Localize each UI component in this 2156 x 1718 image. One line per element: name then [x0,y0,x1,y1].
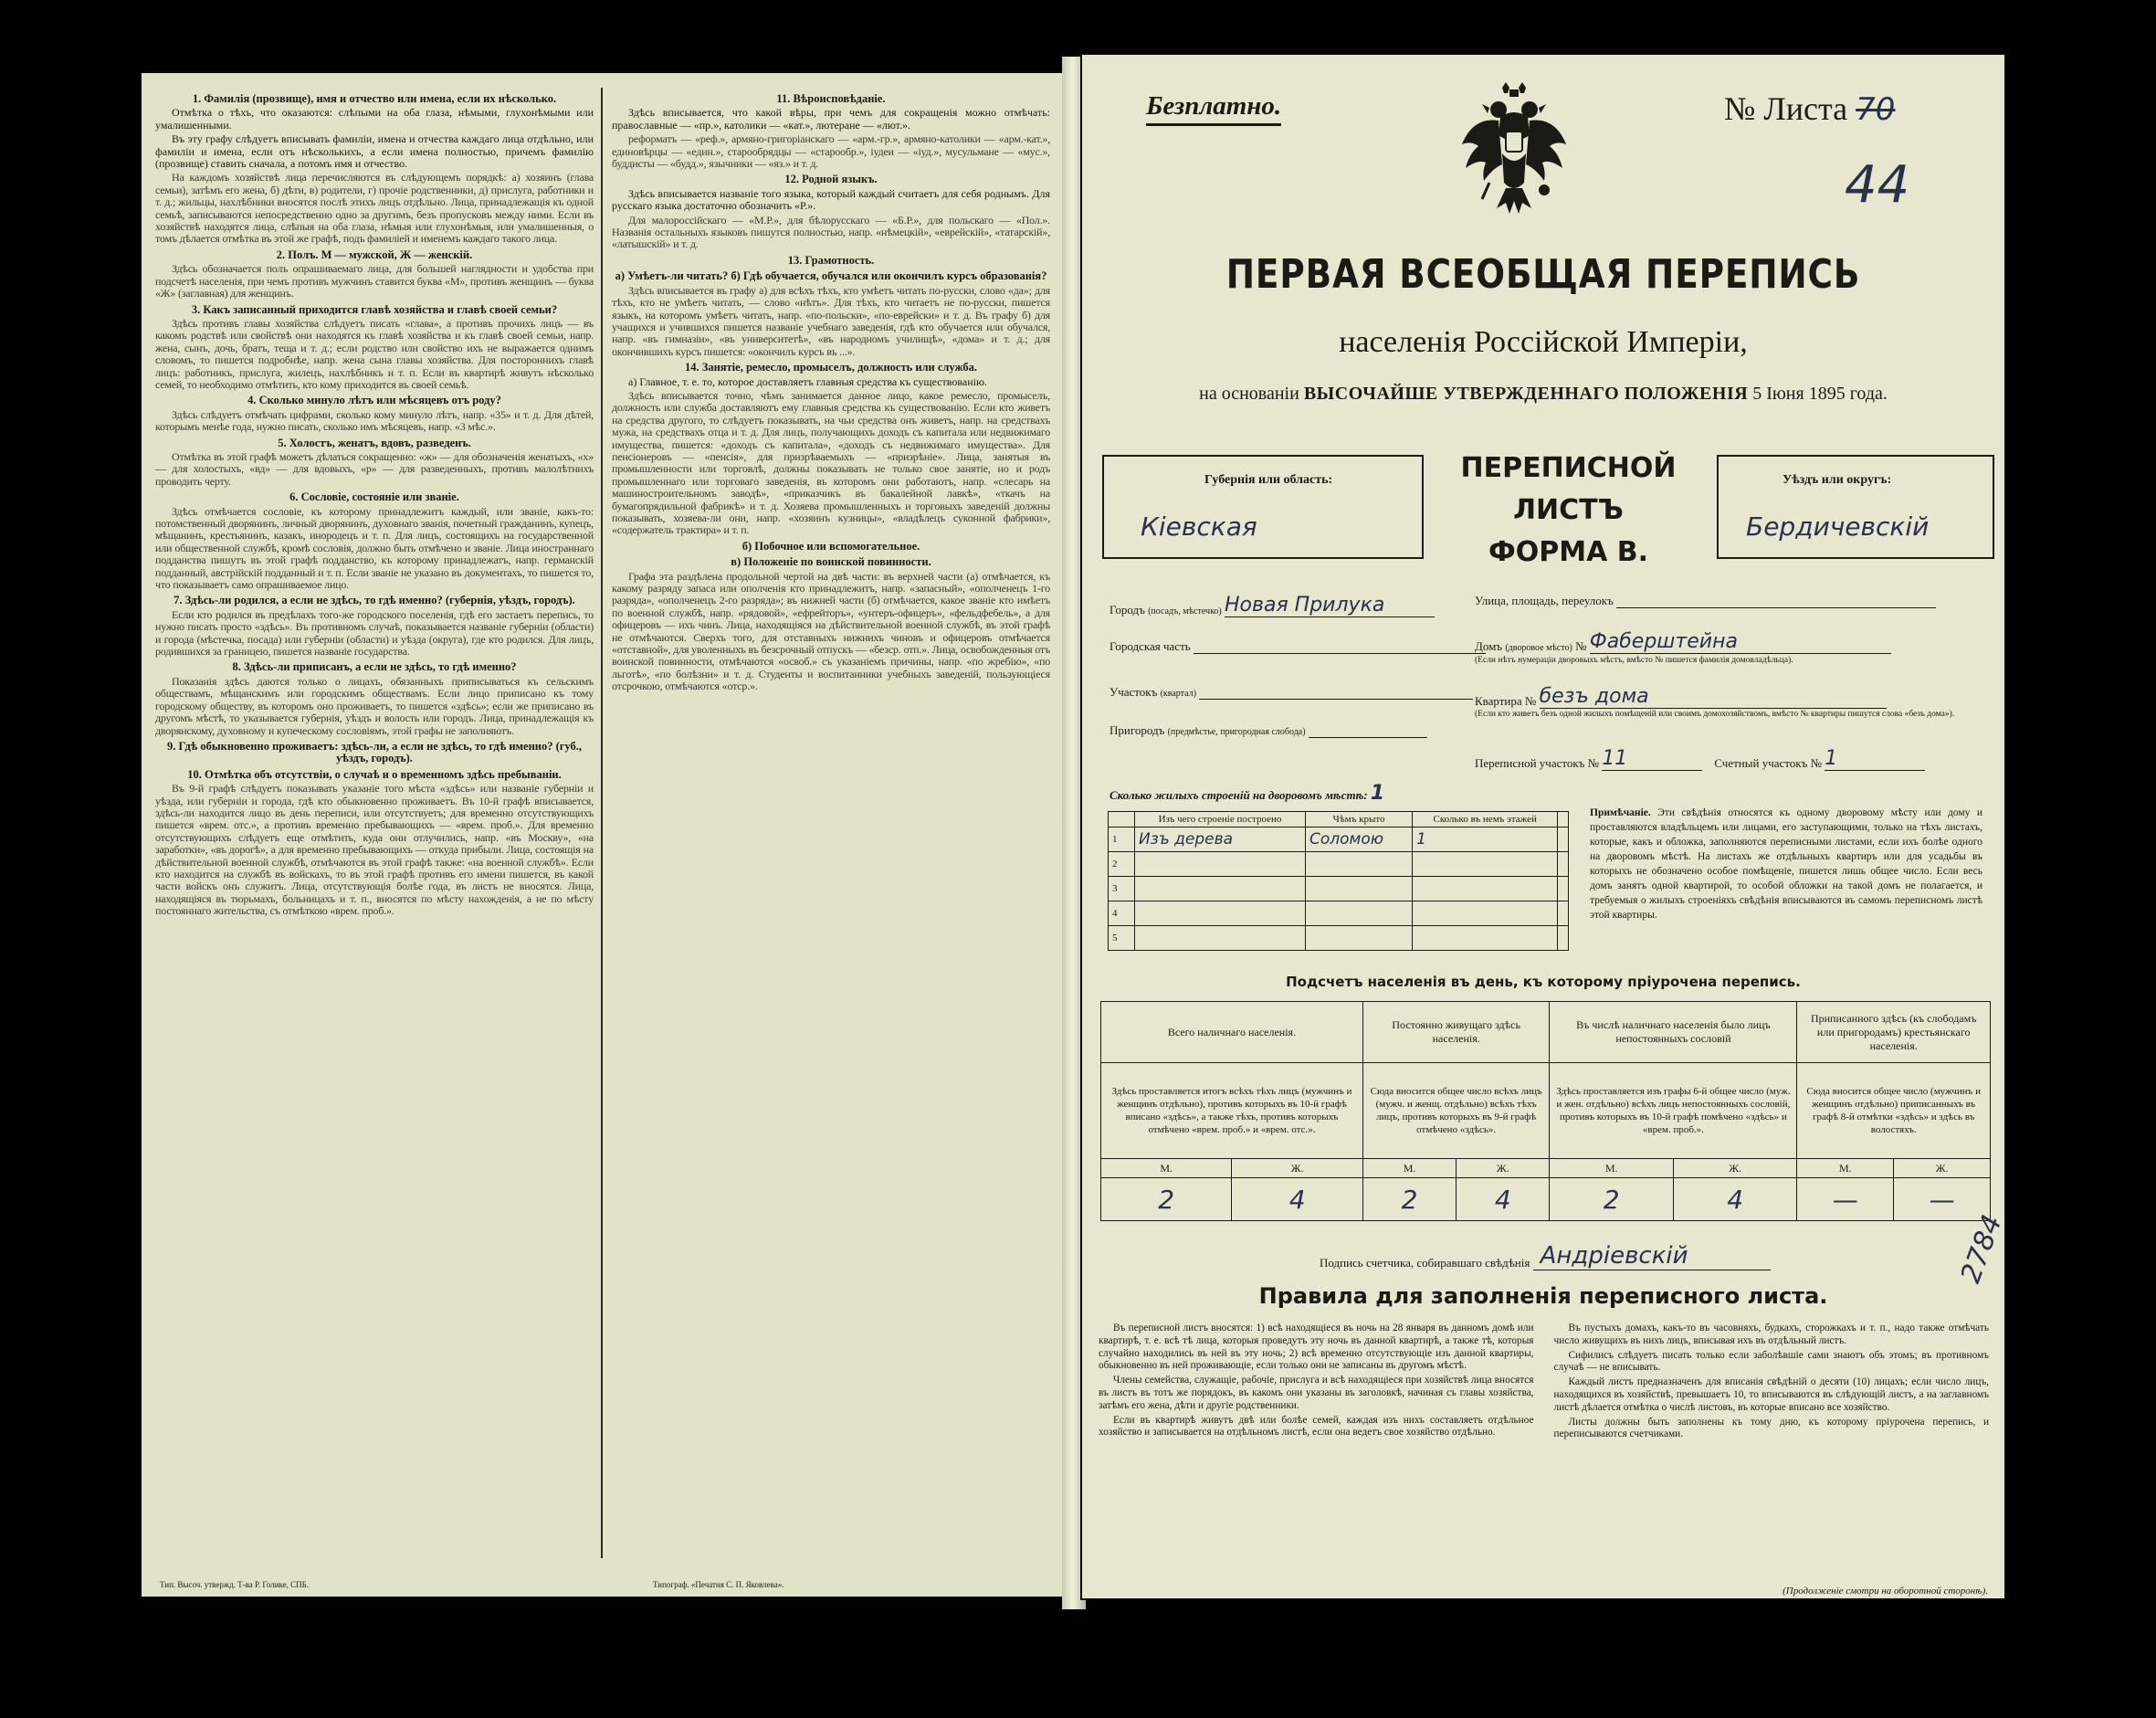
female-header: Ж. [1673,1159,1796,1178]
section-text: а) Главное, т. е. то, которое доставляетъ главныя средства къ существованію. [628,374,987,388]
rule-paragraph: Въ переписной листъ вносятся: 1) всѣ находящіеся въ ночь на 28 января въ данномъ домѣ или квартирѣ, т. е. всѣ тѣ лица, которыя проведутъ эту ночь въ данной квартирѣ, а также тѣ, которыя случайно находились въ ней въ эту ночь; 2) всѣ временно отсутствующіе изъ данной квартиры, обыкновенно въ ней проживающіе, если только они не записаны въ другомъ мѣстѣ. [1099,1323,1534,1372]
main-title: ПЕРВАЯ ВСЕОБЩАЯ ПЕРЕПИСЬ [1225,251,1861,298]
signature-label: Подпись счетчика, собиравшаго свѣдѣнія [1320,1256,1530,1270]
section-heading: в) Положеніе по воинской повинности. [731,555,931,569]
rule-paragraph: Члены семейства, служащіе, рабочіе, прислуга и всѣ находящіеся при хозяйствѣ лица вносятся въ листъ въ тотъ же порядокъ, въ какомъ они указаны въ заголовкѣ, начиная съ главы хозяйства, затѣмъ его жена, дѣти и другіе родственники. [1099,1375,1534,1411]
dom-row: Домъ (дворовое мѣсто) № Фаберштейна [1475,630,1891,654]
section-heading: 9. Гдѣ обыкновенно проживаетъ: здѣсь-ли, а если не здѣсь, то гдѣ именно? (губ., уѣздъ, городъ). [166,739,583,765]
count-value: 2 [1101,1178,1232,1221]
male-header: М. [1550,1159,1673,1178]
left-column-2 [612,90,1050,1551]
count-col-desc: Здѣсь проставляется изъ графы 6-й общее число (муж. и жен. отдѣльно) всѣхъ лицъ непостоянныхъ сословій, противъ которыхъ въ 10-й графѣ помѣчено «здѣсь» и «врем. проб.». [1550,1063,1797,1159]
row-number: 2 [1109,852,1135,877]
dom-value: Фаберштейна [1589,630,1738,653]
gorod-chast-row [1110,639,1486,654]
female-header: Ж. [1457,1159,1550,1178]
schet-uchastok-label: Счетный участокъ № [1714,756,1822,770]
kvartira-value: безъ дома [1539,685,1649,708]
male-header: М. [1362,1159,1456,1178]
section-heading: 6. Сословіе, состояніе или званіе. [289,490,459,504]
filler-text: реформатъ — «реф.», армяно-григоріанскаго — «арм.-гр.», армяно-католики — «арм.-кат.», единовѣрцы — «един.», старообрядцы — «старообр.», іудеи — «іуд.», мусульмане — «мус.», буддисты — «будд.», язычники — «яз.» и т. д. [612,132,1050,171]
section-heading: 11. Вѣроисповѣданіе. [776,92,886,105]
right-page [1082,55,2009,1598]
uezd-box [1717,455,1994,559]
filler-text: На каждомъ хозяйствѣ лица перечисляются въ слѣдующемъ порядкѣ: а) хозяинъ (глава семьи), затѣмъ его жена, б) дѣти, в) родители, г) прочіе родственники, д) прислуга, работники и т. д.; жильцы, нахлѣбники вносятся послѣ этихъ лицъ отдѣльно. Лица, принадлежащія къ одной семьѣ, записываются непосредственно одно за другимъ, безъ пропусковъ между ними. Если въ хозяйствѣ находятся лица, слѣпыя на оба глаза, нѣмыя или глухонѣмыя, или умалишенныя, о томъ дѣлается отмѣтка въ этой же графѣ, подъ фамиліей и именемъ каждаго такого лица. [155,171,594,246]
uchastki-row [1475,747,1925,771]
prigorod-label: Пригородъ [1110,723,1165,737]
rule-paragraph: Въ пустыхъ домахъ, какъ-то въ часовняхъ, будкахъ, сторожкахъ и т. п., надо также отмѣчать число живущихъ въ нихъ лицъ, вписывая ихъ въ отдѣльный листъ. [1553,1323,1989,1346]
section-heading: 10. Отмѣтка объ отсутствіи, о случаѣ и о временномъ здѣсь пребываніи. [187,767,562,781]
roof-cell: Соломою [1305,827,1412,852]
buildings-label: Сколько жилыхъ строеній на дворовомъ мѣстѣ: [1110,788,1368,802]
section-heading: 8. Здѣсь-ли приписанъ, а если не здѣсь, то гдѣ именно? [232,660,517,674]
section-text: Отмѣтка о тѣхъ, что оказаются: слѣпыми на оба глаза, нѣмыми, глухонѣмыми или умалишенными. [155,106,594,132]
table-row [1109,926,1569,951]
ulitsa-label: Улица, площадь, переулокъ [1475,594,1614,607]
buildings-header: Изъ чего строеніе построено [1135,812,1306,827]
basis-bold: ВЫСОЧАЙШЕ УТВЕРЖДЕННАГО ПОЛОЖЕНІЯ [1303,384,1749,404]
section-heading: 14. Занятіе, ремесло, промыселъ, должность или служба. [684,361,978,374]
note-title: Примѣчаніе. [1590,807,1651,818]
male-header: М. [1101,1159,1232,1178]
basis-prefix: на основаніи [1199,384,1299,404]
schet-uchastok-value: 1 [1825,747,1838,770]
count-value: 4 [1232,1178,1362,1221]
handwritten-sheet-number: 44 [1845,155,1910,215]
table-row [1109,827,1569,852]
rule-paragraph: Каждый листъ предназначенъ для вписанія свѣдѣній о десяти (10) лицахъ; если число лицъ, находящихся въ хозяйствѣ, превышаетъ 10, то вписываются въ слѣдующій листъ, а на заглавномъ листѣ дѣлается отмѣтка о числѣ листовъ, въ которые вписано все хозяйство. [1553,1376,1989,1413]
row-number: 5 [1109,926,1135,951]
count-value: 2 [1550,1178,1673,1221]
female-header: Ж. [1232,1159,1362,1178]
buildings-table [1108,811,1569,951]
section-heading: 13. Грамотность. [787,253,875,267]
perepis-uchastok-value: 11 [1602,747,1628,770]
note-text: Эти свѣдѣнія относятся къ одному дворовому мѣсту или дому и проставляются владѣльцемъ или лицами, его заступающими, только на тѣхъ листахъ, которые, какъ и обложка, заполняются переписными листами, если ихъ болѣе одного на дворовомъ мѣстѣ. На листахъ же отдѣльныхъ квартиръ или для усадьбы въ которыхъ не обозначено особое помѣщеніе, пишется лишь общее число. Если весь домъ занятъ одной квартирой, то особой обложки на такой домъ не полагается, и требуемыя о жилыхъ строеніяхъ свѣдѣнія вписываются въ самомъ переписномъ листѣ этой квартиры. [1590,807,1983,921]
buildings-header: Чѣмъ крыто [1305,812,1412,827]
section-heading: 3. Какъ записанный приходится главѣ хозяйства и главѣ своей семьи? [191,302,558,316]
rules-footer: (Продолженіе смотри на оборотной сторонѣ). [1783,1586,1988,1597]
margin-number: 2784 [1954,1210,2009,1288]
filler-text: Отмѣтка въ этой графѣ можетъ дѣлаться сокращенно: «ж» — для обозначенія женатыхъ, «х» — для холостыхъ, «вд» — для вдовыхъ, «р» — для разведенныхъ, противъ малолѣтнихъ проводить черту. [155,449,594,488]
kvartira-label: Квартира № [1475,694,1537,708]
dom-note: (Если нѣтъ нумераціи дворовыхъ мѣстъ, вмѣсто № пишется фамилія домовладѣльца). [1475,656,1793,665]
female-header: Ж. [1894,1159,1991,1178]
form-title-line-1: ПЕРЕПИСНОЙ ЛИСТЪ [1460,452,1677,526]
filler-text: Здѣсь вписывается точно, чѣмъ занимается данное лицо, какое ремесло, промыселъ, должность или служба доставляютъ ему главныя средства къ существованію. Если кто живетъ на средства другого, то слѣдуетъ показывать, на чьи средства онъ живетъ, напр. на средствахъ мужа, на средствахъ отца и т. д. Для лицъ, получающихъ доходъ съ капитала или недвижимаго имущества, пишется: «доходъ съ капитала», «доходъ съ недвижимаго имущества». Для пенсіонеровъ — «пенсія», для призрѣваемыхъ — «призрѣніе». Лица, занятыя въ промышленности или торговлѣ, должны показывать не только свое занятіе, но и родъ промышленнаго или торговаго заведенія, въ которомъ они работаютъ, напр. «слесарь на машиностроительномъ заводѣ», «приказчикъ въ бакалейной лавкѣ», «ткачъ на бумагопрядильной фабрикѣ» и т. д. Хозяева промышленныхъ и торговыхъ заведеній должны показывать, хозяева-ли они, напр. «хозяинъ кузницы», «владѣлецъ суконной фабрики», «содержатель трактира» и т. п. [612,388,1050,537]
section-heading: 4. Сколько минуло лѣтъ или мѣсяцевъ отъ роду? [247,394,501,407]
rule-paragraph: Если въ квартирѣ живутъ двѣ или болѣе семей, каждая изъ нихъ составляетъ отдѣльное хозяйство и записывается на отдѣльномъ листѣ, если она ведетъ свое хозяйство отдѣльно. [1099,1414,1534,1439]
rules-text [1099,1323,1989,1587]
section-heading: 5. Холостъ, женатъ, вдовъ, разведенъ. [278,436,471,449]
count-col-desc: Сюда вносится общее число всѣхъ лицъ (мужч. и женщ. отдѣльно) всѣхъ тѣхъ лицъ, противъ которыхъ въ 9-й графѣ отмѣчено «здѣсь». [1362,1063,1550,1159]
row-number: 1 [1109,827,1135,852]
count-value: — [1894,1178,1991,1221]
basis-suffix: 5 Іюня 1895 года. [1752,384,1888,404]
dom-small: (дворовое мѣсто) [1505,643,1572,653]
legal-basis [1082,384,2004,405]
filler-text: Здѣсь отмѣчается сословіе, къ которому принадлежитъ каждый, или званіе, какъ-то: потомственный дворянинъ, личный дворянинъ, духовнаго званія, почетный гражданинъ, купецъ, мѣщанинъ, крестьянинъ, казакъ, инородецъ и т. п. Для лицъ, состоящихъ на государственной или общественной службѣ, кромѣ сословія, должно быть отмѣчено и званіе. Лица иностраннаго подданства пишутъ въ этой графѣ подданство, къ которому принадлежатъ, напр. германскій подданный, австрійскій подданный и т. п. Если званіе не указано въ документахъ, то пишется то, что показываетъ само опрашиваемое лицо. [155,504,594,592]
perepis-uchastok-label: Переписной участокъ № [1475,756,1600,770]
kvartira-note: (Если кто живетъ безъ одной жилыхъ помѣщеній или своимъ домохозяйствомъ, вмѣсто № квартиры пишутся слова «безъ дома»). [1475,710,1955,719]
gubernia-label: Губернія или область: [1204,473,1333,487]
filler-text: Показанія здѣсь даются только о лицахъ, обязанныхъ приписываться къ сельскимъ обществамъ, мѣщанскимъ или городскимъ обществамъ. Если лицо приписано къ тому городскому обществу, въ которомъ оно проживаетъ, то пишется «здѣсь»; если же приписано въ другомъ мѣстѣ, то указывается губернія, уѣздъ и волость или городъ. Лица, принадлежащія къ дворянскому, духовному и купеческому сословіямъ, этой графы не заполняютъ. [155,674,594,737]
dom-label: Домъ [1475,639,1503,653]
kvartira-row [1475,685,1887,709]
table-row [1109,852,1569,877]
row-number: 4 [1109,901,1135,926]
uezd-label: Уѣздъ или округъ: [1783,473,1892,487]
count-col-desc: Сюда вносится общее число (мужчинъ и женщинъ отдѣльно) приписанныхъ въ графѣ 8-й отмѣтки «здѣсь» и здѣсь въ волостяхъ. [1797,1063,1991,1159]
section-heading: б) Побочное или вспомогательное. [741,539,920,553]
note [1590,806,1982,922]
section-text: Въ эту графу слѣдуетъ вписывать фамиліи, имена и отчества каждаго лица отдѣльно, или фамиліи и имена, если отъ нѣсколькихъ, а если имена полностью, причемъ фамилію (прозвище) ставить сначала, а потомъ имя и отчество. [155,132,594,171]
prigorod-small: (предмѣстье, пригородная слобода) [1167,727,1306,737]
signature-row [1320,1242,1771,1270]
filler-text: Для малороссійскаго — «М.Р.», для бѣлорусскаго — «Б.Р.», для польскаго — «Пол.». Названія остальныхъ языковъ пишутся полностью, напр. «нѣмецкій», «еврейскій», «татарскій», «латышскій» и т. д. [612,213,1050,251]
free-label: Безплатно. [1146,91,1281,126]
filler-text: Здѣсь слѣдуетъ отмѣчать цифрами, сколько кому минуло лѣтъ, напр. «35» и т. д. Для дѣтей, которымъ менѣе года, нужно писать, сколько имъ мѣсяцевъ, напр. «3 мѣс.». [155,407,594,434]
sheet-number-label: № Листа [1724,90,1848,127]
count-value: 4 [1673,1178,1796,1221]
male-header: М. [1797,1159,1894,1178]
gorod-chast-label: Городская часть [1110,639,1191,653]
prigorod-row [1110,723,1427,738]
uchastok-small: (квартал) [1160,689,1197,699]
filler-text: Здѣсь обозначается полъ опрашиваемаго лица, для большей наглядности и удобства при подсчетѣ населенія, при чемъ противъ мужчинъ ставится буква «М», противъ женщинъ — буква «Ж» (заглавная) для женщинъ. [155,262,594,300]
count-col-title: Всего наличнаго населенія. [1101,1002,1363,1063]
count-value: — [1797,1178,1894,1221]
population-count-table [1100,1001,1991,1221]
section-heading: а) Умѣетъ-ли читать? б) Гдѣ обучается, обучался или окончилъ курсъ образованія? [615,269,1047,283]
rule-paragraph: Сифилисъ слѣдуетъ писать только если заболѣвшіе сами знаютъ объ этомъ; въ противномъ случаѣ — не вписывать. [1553,1349,1989,1374]
gubernia-value: Кіевская [1141,511,1257,542]
buildings-value: 1 [1370,782,1385,805]
gorod-small: (посадъ, мѣстечко) [1148,606,1222,617]
buildings-header: Сколько въ немъ этажей [1413,812,1558,827]
count-col-title: Постоянно живущаго здѣсь населенія. [1362,1002,1550,1063]
filler-text: Графа эта раздѣлена продольной чертой на двѣ части: въ верхней части (а) отмѣчается, къ какому разряду запаса или ополченія кто принадлежитъ, напр. «запасный», «ополченецъ 1-го разряда», «ополченецъ 2-го разряда»; въ нижней части (б) отмѣчается, какое званіе кто имѣетъ по военной службѣ, напр. «рядовой», «ефрейторъ», «унтеръ-офицеръ», «фельдфебель», а для офицеровъ — ихъ чинъ. Лица, находящіяся на дѣйствительной военной службѣ, въ этой графѣ не отмѣчаются. Сверхъ того, для отставныхъ нижнихъ чиновъ и офицеровъ отмѣчается «отставной», для уволенныхъ въ безсрочный отпускъ — «безср. отп.». Лица, освобожденныя отъ воинской повинности, отмѣчаются «освоб.» съ указаніемъ причины, напр. «по жребію», «по льготѣ», «по болѣзни» и т. д. Студенты и воспитанники учебныхъ заведеній, пользующіеся отсрочкою, отмѣчаются «отср.». [612,569,1050,693]
filler-text: Если кто родился въ предѣлахъ того-же городского поселенія, гдѣ его застаетъ перепись, то нужно писать просто «здѣсь». Въ противномъ случаѣ, показывается названіе губерніи (области) и города (мѣстечка, посада) или губерніи (области) и уѣзда (округа), где кто родился. Для лицъ, родившихся за границею, пишется названіе государства. [155,607,594,659]
section-heading: 12. Родной языкъ. [784,173,878,186]
buildings-row [1110,782,1384,805]
buildings-header [1558,812,1569,827]
material-cell: Изъ дерева [1135,827,1306,852]
gorod-label: Городъ [1110,603,1145,617]
section-text: Здѣсь вписывается, что какой вѣры, при чемъ для сокращенія можно отмѣчать: православные — «пр.», католики — «кат.», лютеране — «лют.». [612,106,1050,132]
gubernia-box [1102,455,1424,559]
row-number: 3 [1109,877,1135,901]
section-heading: 1. Фамилія (прозвище), имя и отчество или имена, если их нѣсколько. [192,92,557,105]
section-heading: 7. Здѣсь-ли родился, а если не здѣсь, то гдѣ именно? (губернія, уѣздъ, городъ). [174,594,575,607]
filler-text: Въ 9-й графѣ слѣдуетъ показывать указаніе того мѣста «здѣсь» или названіе губерніи и уѣзда, или губерніи и города, гдѣ кто обыкновенно проживаетъ. Въ 10-й графѣ вписывается, здѣсь-ли находится лицо въ день переписи, или отсутствуетъ; для временно отсутствующихъ пишется «врем. отс.», а противъ временно пребывающихъ — «врем. проб.». Для временно отсутствующихъ слѣдуетъ еще отмѣтить, куда они отлучились, напр. «въ Москву», «на заработки», «въ дорогѣ», а для временно пребывающихъ — откуда прибыли. Лица, состоящія на дѣйствительной военной службѣ, отмѣчаются въ этой графѣ также: «на военной службѣ». Если кто находится на службѣ въ войскахъ, то въ этой графѣ противъ его имени пишется, въ какой части войскъ онъ служитъ. Лица, отсутствующія болѣе года, въ листъ не вносятся. Лица, находящіяся въ тюрьмахъ, больницахъ и т. п., вносятся по мѣсту нахожденія, а не по мѣсту постояннаго жительства, съ отмѣткою «врем. проб.». [155,782,594,918]
left-page [142,73,1064,1597]
sheet-number [1724,90,1895,128]
printer-imprint: Типограф. «Печатня С. П. Яковлева». [653,1580,784,1589]
floors-cell: 1 [1413,827,1558,852]
signature-value: Андріевскій [1540,1242,1688,1270]
ulitsa-row [1475,594,1936,608]
subtitle: населенія Россійской Имперіи, [1339,325,1748,359]
left-column-1 [155,90,594,1551]
count-value: 2 [1362,1178,1456,1221]
filler-text: Здѣсь вписывается въ графу а) для всѣхъ тѣхъ, кто умѣетъ читать по-русски, слово «да»; для тѣхъ, кто не умѣетъ читать, — слово «нѣтъ». Для тѣхъ, кто читаетъ не по-русски, пишется языкъ, на которомъ умѣетъ читать, напр. «по-польски», «по-еврейски» и т. д. Въ графу б) для учащихся и учившихся пишется названіе учебнаго заведенія, гдѣ кто обучается или обучался, напр. «въ гимназіи», «въ университетѣ», «въ народномъ училищѣ», «дома» и т. д.; для окончившихъ курсъ пишется: «окончилъ курсъ въ ...». [612,283,1050,358]
rule-paragraph: Листы должны быть заполнены къ тому дню, къ которому пріурочена перепись, и переписываются счетчиками. [1553,1416,1989,1440]
double-headed-eagle-emblem [1455,80,1573,227]
form-title [1420,448,1717,574]
sheet-number-value: 70 [1856,91,1896,128]
uezd-value: Бердичевскій [1746,511,1930,542]
rules-title: Правила для заполненія переписного листа. [1258,1283,1828,1309]
count-col-desc: Здѣсь проставляется итогъ всѣхъ тѣхъ лицъ (мужчинъ и женщинъ отдѣльно), противъ которыхъ въ 10-й графѣ вписано «здѣсь», а также тѣхъ, противъ которыхъ отмѣчено «врем. проб.» и «врем. отс.». [1101,1063,1363,1159]
table-row [1109,901,1569,926]
column-divider [601,88,603,1558]
gorod-row [1110,594,1435,617]
count-heading: Подсчетъ населенія въ день, къ которому пріурочена перепись. [1286,974,1801,990]
table-row [1109,877,1569,901]
gorod-value: Новая Прилука [1225,594,1385,617]
uchastok-row [1110,685,1473,700]
section-text: Здѣсь вписывается названіе того языка, который каждый считаетъ для себя роднымъ. Для русскаго языка достаточно обозначить «Р.». [612,186,1050,213]
section-heading: 2. Полъ. М — мужской, Ж — женскій. [276,248,473,261]
uchastok-label: Участокъ [1110,685,1158,699]
printer-imprint: Тип. Высоч. утвержд. Т-ва Р. Голике, СПБ. [160,1580,310,1589]
form-title-line-2: ФОРМА В. [1488,536,1649,568]
count-col-title: Приписанного здѣсь (къ слободамъ или пригородамъ) крестьянскаго населенія. [1797,1002,1991,1063]
filler-text: Здѣсь противъ главы хозяйства слѣдуетъ писать «глава», а противъ прочихъ лицъ — въ какомъ родствѣ или свойствѣ они находятся къ главѣ хозяйства и къ главѣ своей семьи, напр. жена, сынъ, дочь, братъ, теща и т. д.; если родство или свойство ихъ не выражается однимъ словомъ, то пишется подробнѣе, напр. жена сына главы хозяйства. Для постороннихъ главѣ лицъ: работникъ, прислуга, жилецъ, нахлѣбникъ и т. п. Если въ квартирѣ живутъ нѣсколько семей, то необходимо отмѣтить, кто кому приходится въ своей семьѣ. [155,316,594,391]
count-col-title: Въ числѣ наличнаго населенія было лицъ непостоянныхъ сословій [1550,1002,1797,1063]
count-value: 4 [1457,1178,1550,1221]
